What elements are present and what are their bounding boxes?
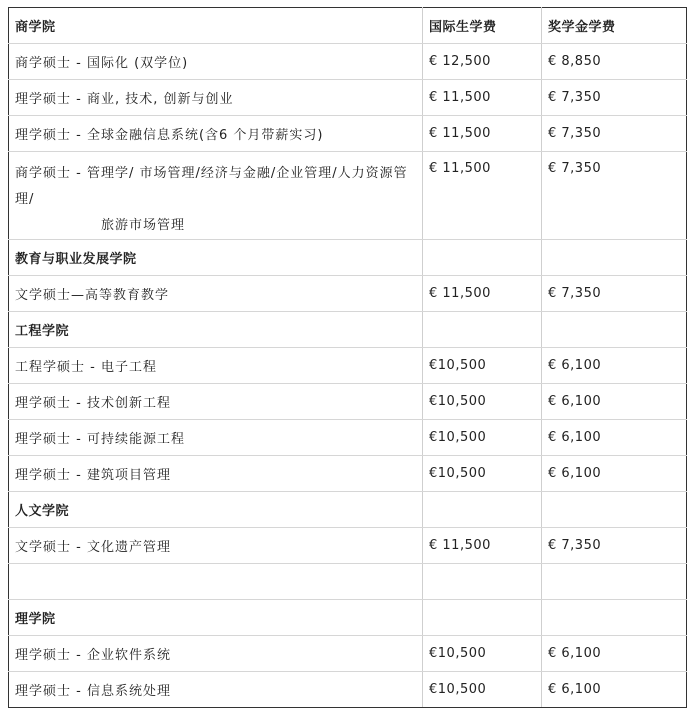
table-row (9, 348, 687, 384)
scholarship-fee: € 7,350 (542, 116, 687, 152)
scholarship-fee: € 8,850 (542, 44, 687, 80)
program-name: 理学硕士 - 建筑项目管理 (9, 456, 423, 492)
program-name-line1: 商学硕士 - 管理学/ 市场管理/经济与金融/企业管理/人力资源管理/ (15, 166, 408, 207)
empty-cell (9, 564, 423, 600)
empty-cell (542, 564, 687, 600)
section-title-science: 理学院 (9, 600, 423, 636)
table-row (9, 44, 687, 80)
program-name: 理学硕士 - 商业, 技术, 创新与创业 (9, 80, 423, 116)
program-name: 工程学硕士 - 电子工程 (9, 348, 423, 384)
empty-cell (423, 312, 542, 348)
empty-cell (423, 492, 542, 528)
empty-cell (542, 312, 687, 348)
empty-cell (423, 600, 542, 636)
program-name-multiline (9, 152, 423, 240)
intl-fee: € 12,500 (423, 44, 542, 80)
table-row (9, 276, 687, 312)
section-header-row (9, 492, 687, 528)
scholarship-fee: € 6,100 (542, 636, 687, 672)
column-header-intl-fee: 国际生学费 (423, 8, 542, 44)
program-name: 文学硕士—高等教育教学 (9, 276, 423, 312)
intl-fee: €10,500 (423, 348, 542, 384)
program-name: 理学硕士 - 技术创新工程 (9, 384, 423, 420)
empty-cell (423, 564, 542, 600)
program-name: 文学硕士 - 文化遗产管理 (9, 528, 423, 564)
program-name-line2: 旅游市场管理 (101, 218, 186, 233)
table-row (9, 152, 687, 240)
scholarship-fee: € 6,100 (542, 348, 687, 384)
table-row (9, 528, 687, 564)
intl-fee: € 11,500 (423, 276, 542, 312)
program-name: 理学硕士 - 信息系统处理 (9, 672, 423, 708)
program-name: 理学硕士 - 全球金融信息系统(含6 个月带薪实习) (9, 116, 423, 152)
section-title-business: 商学院 (9, 8, 423, 44)
intl-fee: € 11,500 (423, 152, 542, 240)
section-header-row (9, 600, 687, 636)
table-row (9, 420, 687, 456)
intl-fee: €10,500 (423, 420, 542, 456)
table-row (9, 636, 687, 672)
scholarship-fee: € 7,350 (542, 80, 687, 116)
section-title-education: 教育与职业发展学院 (9, 240, 423, 276)
scholarship-fee: € 6,100 (542, 456, 687, 492)
intl-fee: € 11,500 (423, 80, 542, 116)
section-title-engineering: 工程学院 (9, 312, 423, 348)
intl-fee: € 11,500 (423, 116, 542, 152)
table-row (9, 116, 687, 152)
intl-fee: € 11,500 (423, 528, 542, 564)
column-header-scholarship-fee: 奖学金学费 (542, 8, 687, 44)
scholarship-fee: € 6,100 (542, 672, 687, 708)
table-row (9, 456, 687, 492)
scholarship-fee: € 7,350 (542, 276, 687, 312)
empty-cell (542, 240, 687, 276)
section-header-row (9, 312, 687, 348)
scholarship-fee: € 7,350 (542, 152, 687, 240)
empty-cell (542, 492, 687, 528)
empty-cell (542, 600, 687, 636)
tuition-table-container (8, 7, 687, 708)
intl-fee: €10,500 (423, 456, 542, 492)
intl-fee: €10,500 (423, 672, 542, 708)
program-name: 理学硕士 - 企业软件系统 (9, 636, 423, 672)
scholarship-fee: € 6,100 (542, 384, 687, 420)
table-row (9, 80, 687, 116)
empty-cell (423, 240, 542, 276)
program-name: 商学硕士 - 国际化 (双学位) (9, 44, 423, 80)
intl-fee: €10,500 (423, 384, 542, 420)
header-row (9, 8, 687, 44)
table-row (9, 384, 687, 420)
section-title-humanities: 人文学院 (9, 492, 423, 528)
tuition-table (8, 7, 687, 708)
empty-row (9, 564, 687, 600)
intl-fee: €10,500 (423, 636, 542, 672)
scholarship-fee: € 6,100 (542, 420, 687, 456)
scholarship-fee: € 7,350 (542, 528, 687, 564)
section-header-row (9, 240, 687, 276)
table-row (9, 672, 687, 708)
program-name: 理学硕士 - 可持续能源工程 (9, 420, 423, 456)
